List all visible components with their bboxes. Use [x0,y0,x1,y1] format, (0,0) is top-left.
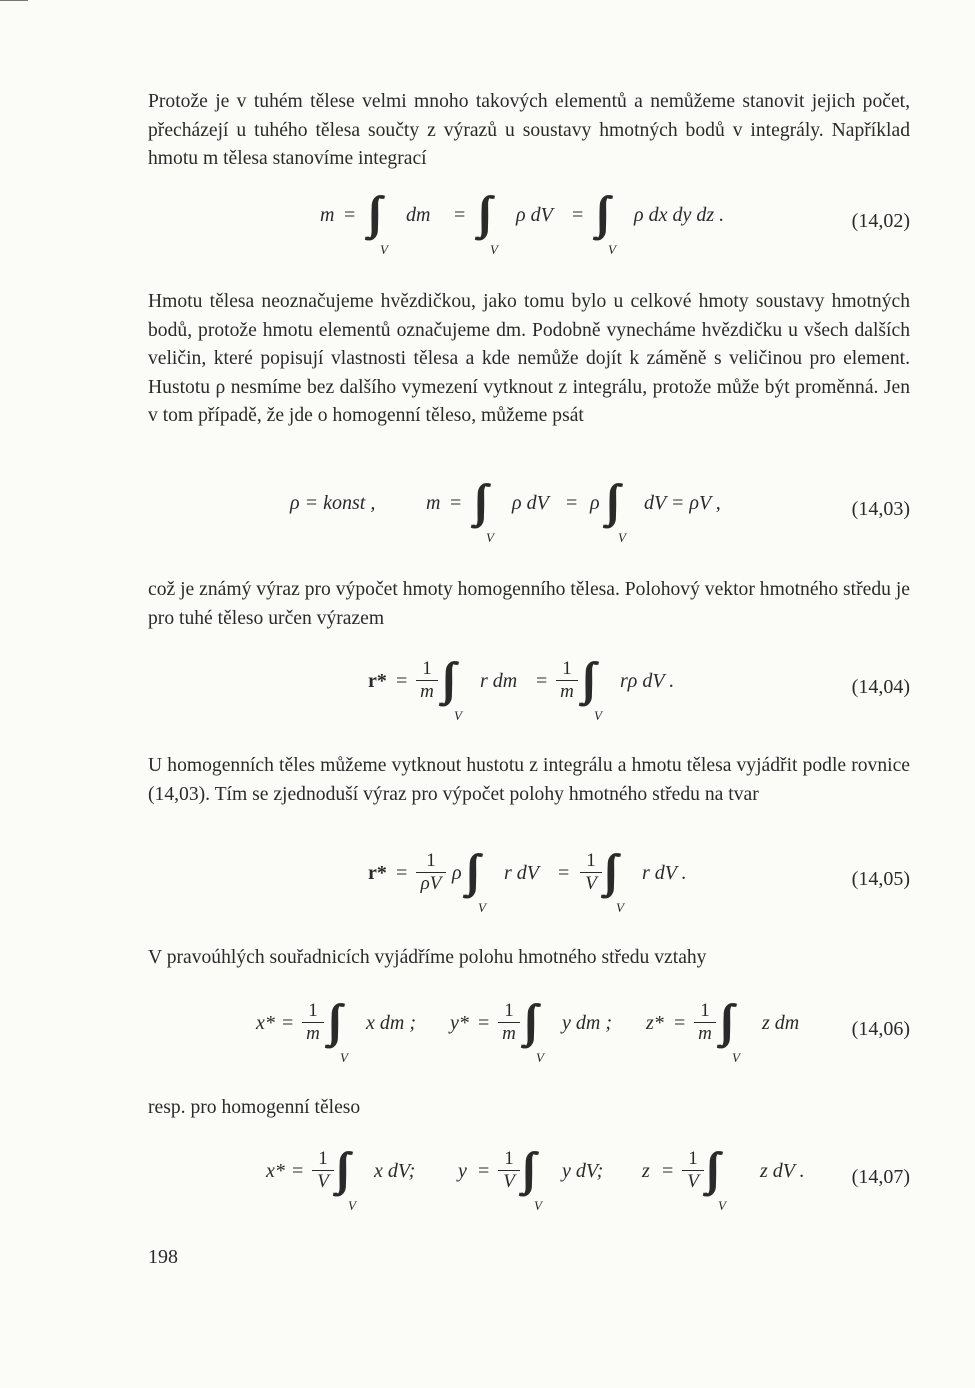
fraction: 1 V [496,1148,522,1193]
integral-domain: V [536,1050,544,1065]
eq-lhs: r* [368,862,387,884]
integrand: r dV . [642,862,687,884]
eq-lhs-x: x* [266,1160,285,1182]
eq-sign: = [674,1012,686,1034]
equation-14-04 [148,656,910,736]
integrand: dV = ρV , [644,492,721,514]
equation-number: (14,03) [851,498,910,520]
integrand: ρ dx dy dz . [634,204,725,226]
fraction: 1 m [414,658,440,703]
integral-domain: V [380,242,388,257]
integrand: r dV [504,862,539,884]
eq-sign: = [450,492,462,514]
integral-domain: V [454,708,462,723]
page-corner-mark [0,0,28,1]
fraction: 1 m [496,1000,522,1045]
integral-domain: V [608,242,616,257]
paragraph-6: resp. pro homogenní těleso [148,1097,361,1118]
eq-sign: = [454,204,466,226]
integral-domain: V [618,530,626,545]
eq-lhs: m [320,204,335,226]
fraction: 1 V [310,1148,336,1193]
eq-sign: = [292,1160,304,1182]
eq-sign: = [662,1160,674,1182]
eq-sign: = [558,862,570,884]
integrand-x: x dm ; [366,1012,416,1034]
integral-domain: V [486,530,494,545]
integrand: r dm [480,670,518,692]
density-factor: ρ [452,862,462,884]
equation-number: (14,07) [851,1166,910,1188]
equation-14-07 [148,1146,910,1226]
fraction: 1 m [300,1000,326,1045]
integral-domain: V [340,1050,348,1065]
integrand: ρ dV [516,204,553,226]
eq-sign: = [396,670,408,692]
eq-lhs-y: y [458,1160,467,1182]
eq-lhs-x: x* [256,1012,275,1034]
integrand: ρ dV [512,492,549,514]
paragraph-1: Protože je v tuhém tělese velmi mnoho takových elementů a nemůžeme stanovit jejich počet, přecházejí u tuhého tělesa součty z výrazů u soustavy hmotných bodů v integrály. Například hmotu m tělesa stanovíme integrací [148,91,910,170]
eq-sign: = [282,1012,294,1034]
equation-14-05 [148,848,910,928]
equation-14-03 [148,478,910,558]
eq-sign: = [478,1012,490,1034]
equation-14-06 [148,998,910,1078]
fraction: 1 ρV [414,850,448,895]
integrand-z: z dV . [760,1160,805,1182]
paragraph-2: Hmotu tělesa neoznačujeme hvězdičkou, jako tomu bylo u celkové hmoty soustavy hmotných bodů, protože hmotu elementů označujeme dm. Podobně vynecháme hvězdičku u všech dalších veličin, které popisují vlastnosti tělesa a kde nemůže dojít k záměně s veličinou pro element. Hustotu ρ nesmíme bez dalšího vymezení vytknout z integrálu, protože může být proměnná. Jen v tom případě, že jde o homogenní těleso, můžeme psát [148,291,910,427]
eq-lhs-z: z* [646,1012,664,1034]
equation-number: (14,04) [851,676,910,698]
eq-sign: = [344,204,356,226]
eq-sign: = [396,862,408,884]
paragraph-4: U homogenních těles můžeme vytknout hustotu z integrálu a hmotu tělesa vyjádřit podle rovnice (14,03). Tím se zjednoduší výraz pro výpočet polohy hmotného středu na tvar [148,755,910,805]
integrand: dm [406,204,431,226]
equation-number: (14,02) [851,210,910,232]
equation-number: (14,06) [851,1018,910,1040]
integrand-y: y dV; [562,1160,604,1182]
integral-domain: V [534,1198,542,1213]
fraction: 1 m [554,658,580,703]
integral-domain: V [718,1198,726,1213]
eq-sign: = [572,204,584,226]
equation-14-02 [148,190,910,270]
integrand-z: z dm [762,1012,800,1034]
equation-number: (14,05) [851,868,910,890]
eq-condition: ρ = konst , [290,492,376,514]
eq-lhs-z: z [642,1160,650,1182]
eq-sign: = [478,1160,490,1182]
integrand-x: x dV; [374,1160,416,1182]
eq-lhs-y: y* [450,1012,469,1034]
eq-lhs: r* [368,670,387,692]
integral-domain: V [594,708,602,723]
eq-sign: = [536,670,548,692]
integrand: rρ dV . [620,670,675,692]
density-factor: ρ [590,492,600,514]
fraction: 1 V [578,850,604,895]
integral-domain: V [348,1198,356,1213]
integral-domain: V [478,900,486,915]
page-number: 198 [148,1246,178,1268]
fraction: 1 V [680,1148,706,1193]
integrand-y: y dm ; [562,1012,612,1034]
eq-lhs: m [426,492,441,514]
paragraph-3: což je známý výraz pro výpočet hmoty homogenního tělesa. Polohový vektor hmotného středu je pro tuhé těleso určen výrazem [148,579,910,629]
paragraph-5: V pravoúhlých souřadnicích vyjádříme polohu hmotného středu vztahy [148,947,707,968]
integral-domain: V [490,242,498,257]
integral-domain: V [732,1050,740,1065]
eq-sign: = [566,492,578,514]
fraction: 1 m [692,1000,718,1045]
integral-domain: V [616,900,624,915]
